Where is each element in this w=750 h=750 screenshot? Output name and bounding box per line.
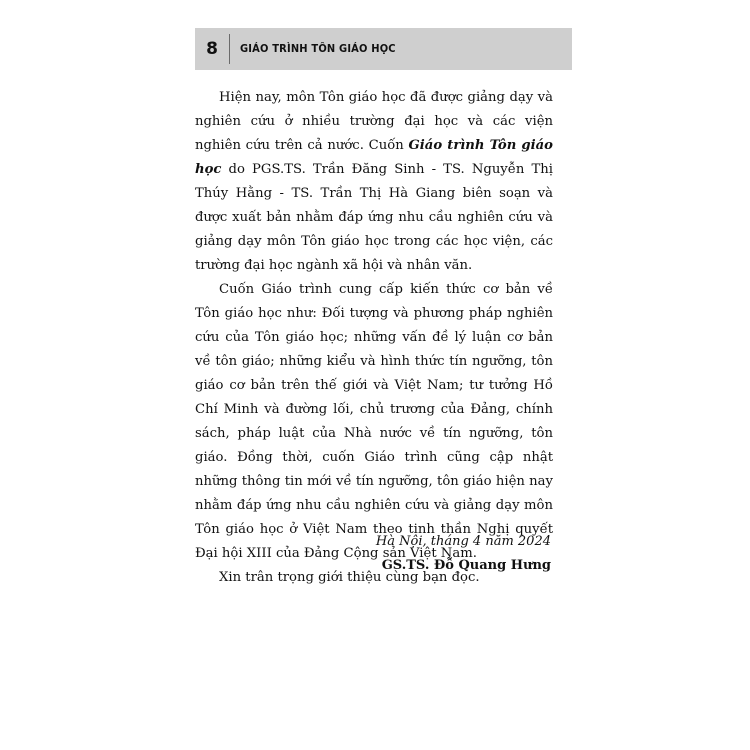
paragraph-1-text-start: Hiện nay, môn Tôn giáo học đã được giảng dạy và nghiên cứu ở nhiều trường đại học và các viện nghiên cứu trên cả nước. Cuốn: [195, 90, 553, 153]
paragraph-3: Xin trân trọng giới thiệu cùng bạn đọc.: [219, 570, 480, 585]
place-date: Hà Nội, tháng 4 năm 2024: [375, 534, 551, 549]
header-divider: [229, 34, 230, 64]
preface-body: [195, 86, 553, 590]
author-name: GS.TS. Đỗ Quang Hưng: [381, 558, 551, 573]
running-title: GIÁO TRÌNH TÔN GIÁO HỌC: [240, 42, 396, 55]
page-header: [195, 28, 572, 70]
paragraph-1-text-end: do PGS.TS. Trần Đăng Sinh - TS. Nguyễn Thị Thúy Hằng - TS. Trần Thị Hà Giang biên soạn và được xuất bản nhằm đáp ứng nhu cầu nghiên cứu và giảng dạy môn Tôn giáo học trong các học viện, các trường đại học ngành xã hội và nhân văn.: [195, 162, 553, 273]
paragraph-2: Cuốn Giáo trình cung cấp kiến thức cơ bản về Tôn giáo học như: Đối tượng và phương pháp nghiên cứu của Tôn giáo học; những vấn đề lý luận cơ bản về tôn giáo; những kiểu và hình thức tín ngưỡng, tôn giáo cơ bản trên thế giới và Việt Nam; tư tưởng Hồ Chí Minh và đường lối, chủ trương của Đảng, chính sách, pháp luật của Nhà nước về tín ngưỡng, tôn giáo. Đồng thời, cuốn Giáo trình cũng cập nhật những thông tin mới về tín ngưỡng, tôn giáo hiện nay nhằm đáp ứng nhu cầu nghiên cứu và giảng dạy môn Tôn giáo học ở Việt Nam theo tinh thần Nghị quyết Đại hội XIII của Đảng Cộng sản Việt Nam.: [195, 282, 553, 561]
page-number: 8: [206, 39, 218, 59]
book-title: Giáo trình Tôn giáo học: [195, 138, 553, 177]
paragraph-1: [195, 86, 553, 278]
signature-block: [195, 530, 551, 578]
